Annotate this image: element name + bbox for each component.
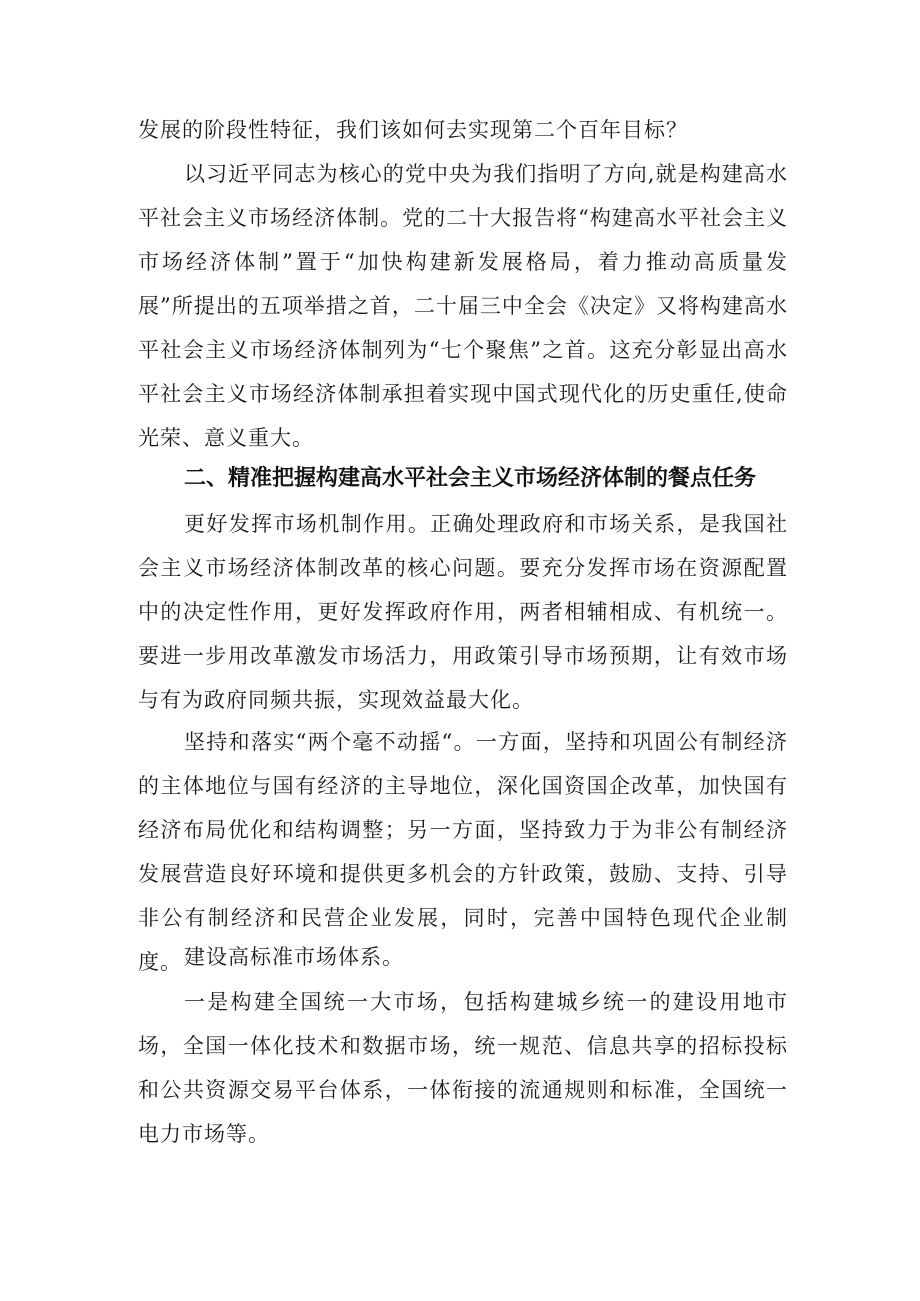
paragraph-continuation: 发展的阶段性特征，我们该如何去实现第二个百年目标？ — [138, 118, 688, 142]
paragraph-market-system-title: 建设高标准市场体系。 — [184, 945, 404, 969]
paragraph-unified-market: 一是构建全国统一大市场，包括构建城乡统一的建设用地市场，全国一体化技术和数据市场，统一规范、信息共享的招标投标和公共资源交易平台体系，一体衔接的流通规则和标准，全国统一电力市场等。 — [138, 990, 788, 1146]
paragraph-direction: 以习近平同志为核心的党中央为我们指明了方向,就是构建高水平社会主义市场经济体制。党的二十大报告将“构建高水平社会主义市场经济体制”置于“加快构建新发展格局，着力推动高质量发展”所提出的五项举措之首，二十届三中全会《决定》又将构建高水平社会主义市场经济体制列为“七个聚焦”之首。这充分彰显出高水平社会主义市场经济体制承担着实现中国式现代化的历史重任,使命光荣、意义重大。 — [138, 162, 788, 450]
section-heading: 二、精准把握构建高水平社会主义市场经济体制的餐点任务 — [184, 466, 757, 491]
paragraph-market-mechanism: 更好发挥市场机制作用。正确处理政府和市场关系，是我国社会主义市场经济体制改革的核心问题。要充分发挥市场在资源配置中的决定性作用，更好发挥政府作用，两者相辅相成、有机统一。要进一步用改革激发市场活力，用政策引导市场预期，让有效市场与有为政府同频共振，实现效益最大化。 — [138, 512, 788, 712]
paragraph-two-unwaverings: 坚持和落实“两个毫不动摇“。一方面，坚持和巩固公有制经济的主体地位与国有经济的主导地位，深化国资国企改革，加快国有经济布局优化和结构调整；另一方面，坚持致力于为非公有制经济发展营造良好环境和提供更多机会的方针政策，鼓励、支持、引导非公有制经济和民营企业发展，同时，完善中国特色现代企业制度。 — [138, 730, 788, 974]
